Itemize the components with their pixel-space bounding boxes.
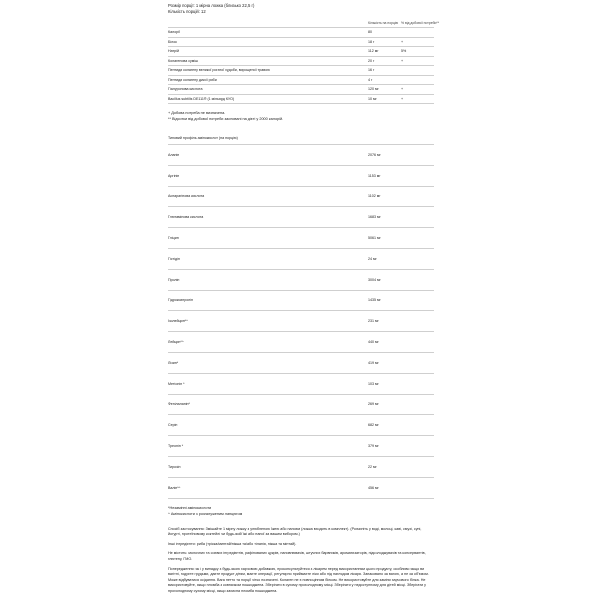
amino-row: [168, 228, 434, 249]
nutrition-dv: 5%: [401, 49, 407, 54]
column-dv-header: % від добової потреби**: [401, 20, 440, 25]
amino-amount: 440 мг: [368, 340, 379, 345]
nutrition-row: [168, 28, 434, 38]
nutrition-row: [168, 85, 434, 95]
amino-name: Метіонін *: [168, 381, 185, 386]
amino-profile-title: Типовий профіль амінокислот (на порцію): [168, 136, 434, 145]
amino-name: Лейцин*^: [168, 340, 184, 345]
servings-count: Кількість порцій: 12: [168, 9, 206, 14]
amino-name: Фенілаланін*: [168, 402, 190, 407]
amino-amount: 231 мг: [368, 319, 379, 324]
nutrition-row: [168, 38, 434, 48]
nutrition-name: Колагенова суміш: [168, 58, 198, 63]
amino-amount: 456 мг: [368, 485, 379, 490]
free-from-text: Не містить: молочних та соєвих інгредієнтів, рафінованих цукрів, наповнювачів, штучних барвників, ароматизаторів, підсолоджувачів та консервантів, глютену, ГМО.: [168, 551, 426, 561]
nutrition-amount: 80: [368, 30, 372, 35]
amino-row: [168, 311, 434, 332]
amino-name: Аланін: [168, 152, 180, 157]
amino-name: Серін: [168, 423, 178, 428]
amino-name: Аргінін: [168, 173, 180, 178]
amino-row: [168, 332, 434, 353]
nutrition-row: [168, 76, 434, 86]
amino-name: Тирозін: [168, 464, 181, 469]
amino-table: [168, 145, 434, 499]
nutrition-name: Пептиди колагену дикої риби: [168, 77, 217, 82]
amino-amount: 5061 мг: [368, 236, 381, 241]
amino-name: Гідроксипролін: [168, 298, 194, 303]
amino-row: [168, 207, 434, 228]
amino-name: Лізин*: [168, 360, 179, 365]
amino-amount: 682 мг: [368, 423, 379, 428]
nutrition-row: [168, 57, 434, 67]
nutrition-dv: +: [401, 87, 404, 92]
nutrition-header-row: [168, 18, 440, 28]
amino-row: [168, 187, 434, 208]
supplement-facts-document: [168, 3, 440, 594]
amino-notes: [168, 505, 434, 517]
nutrition-note: + Добова потреба не визначена.: [168, 111, 226, 115]
nutrition-amount: 10 мг: [368, 96, 377, 101]
amino-row: [168, 457, 434, 478]
nutrition-note: ** Відсотки від добової потреби засновані на дієті у 2000 калорій.: [168, 117, 284, 121]
amino-note: ^ Амінокислоти з розгалуженим ланцюгом: [168, 511, 243, 516]
nutrition-amount: 4 г: [368, 77, 373, 82]
amino-name: Глютамінова кислота: [168, 215, 204, 220]
other-ingredients-text: Інші інгредієнти: риба (тріска/минтай/пікша та/або тілапія, пікша та мінтай).: [168, 541, 297, 546]
amino-note: *Незамінні амінокислоти: [168, 505, 212, 510]
amino-amount: 2076 мг: [368, 152, 381, 157]
amino-row: [168, 166, 434, 187]
nutrition-dv: +: [401, 96, 404, 101]
amino-amount: 1153 мг: [368, 173, 381, 178]
amino-row: [168, 415, 434, 436]
usage-text: Спосіб застосування: Змішайте 1 мірну ложку з улюбленою їжею або напоєм (ложка входить в комплект). (Розчиніть у воді, молоці, каві, смузі, супі, йогурті, протеїновому коктейлі чи будь-якій їжі або напої за вашим вибором.): [168, 526, 422, 537]
amino-amount: 3004 мг: [368, 277, 381, 282]
warning-text: Попередження: як і у випадку з будь-якою харчовою добавкою, проконсультуйтеся з лікарем перед використанням цього продукту, особливо якщо ви вагітні, годуєте грудьми, даєте продукт дітям, маєте операції, регулярно приймаєте ліки або під наглядом лікаря. Запаковано за вагою, а не за об'ємом. Може відбуватися осідання. Вага нетто та порції чітко позначені. Колаген не є повноцінним білком. Не використовуйте для заміни харчового білка. Не використовуйте, якщо пломба з ковпачком пошкоджена. Зберігати в сухому прохолодному місці. Зберігати у недоступному для дітей місці. Зберігати у прохолодному сухому місці, якщо захисна пломба пошкоджена.: [168, 566, 429, 593]
nutrition-table: [168, 18, 440, 104]
amino-row: [168, 478, 434, 499]
nutrition-name: Натрій: [168, 49, 179, 54]
amino-row: [168, 395, 434, 416]
nutrition-amount: 16 г: [368, 68, 375, 73]
amino-name: Ізолейцин*^: [168, 319, 188, 324]
amino-name: Гліцин: [168, 236, 179, 241]
nutrition-name: Калорії: [168, 30, 181, 35]
amino-row: [168, 291, 434, 312]
amino-row: [168, 353, 434, 374]
amino-amount: 1683 мг: [368, 215, 381, 220]
amino-amount: 1435 мг: [368, 298, 381, 303]
nutrition-name: Bacillus subtilis DE111® (1 мільярд КУО): [168, 96, 235, 101]
amino-row: [168, 374, 434, 395]
nutrition-row: [168, 95, 434, 105]
nutrition-notes: [168, 110, 434, 122]
nutrition-dv: +: [401, 39, 404, 44]
column-amount-header: Кількість на порцію: [368, 20, 399, 25]
amino-amount: 22 мг: [368, 464, 377, 469]
amino-amount: 269 мг: [368, 402, 379, 407]
nutrition-row: [168, 47, 434, 57]
amino-row: [168, 249, 434, 270]
nutrition-amount: 20 г: [368, 58, 375, 63]
nutrition-dv: +: [401, 58, 404, 63]
nutrition-amount: 18 г: [368, 39, 375, 44]
amino-name: Валін*^: [168, 485, 181, 490]
nutrition-name: Пептиди колагену великої рогатої худоби, вирощеної травою: [168, 68, 270, 73]
amino-amount: 103 мг: [368, 381, 379, 386]
nutrition-amount: 112 мг: [368, 49, 379, 54]
amino-amount: 1102 мг: [368, 194, 381, 199]
amino-name: Пролін: [168, 277, 180, 282]
nutrition-row: [168, 66, 434, 76]
amino-name: Гістідін: [168, 256, 180, 261]
amino-amount: 419 мг: [368, 360, 379, 365]
serving-size: Розмір порції: 1 мірна ложка (близько 22,5 г): [168, 3, 255, 8]
amino-name: Аспарагінова кислота: [168, 194, 205, 199]
amino-name: Треонін *: [168, 444, 184, 449]
nutrition-amount: 120 мг: [368, 87, 379, 92]
nutrition-name: Білок: [168, 39, 177, 44]
amino-row: [168, 436, 434, 457]
amino-row: [168, 270, 434, 291]
amino-amount: 379 мг: [368, 444, 379, 449]
amino-row: [168, 145, 434, 166]
nutrition-name: Гіалуронова кислота: [168, 87, 203, 92]
amino-amount: 24 мг: [368, 256, 377, 261]
